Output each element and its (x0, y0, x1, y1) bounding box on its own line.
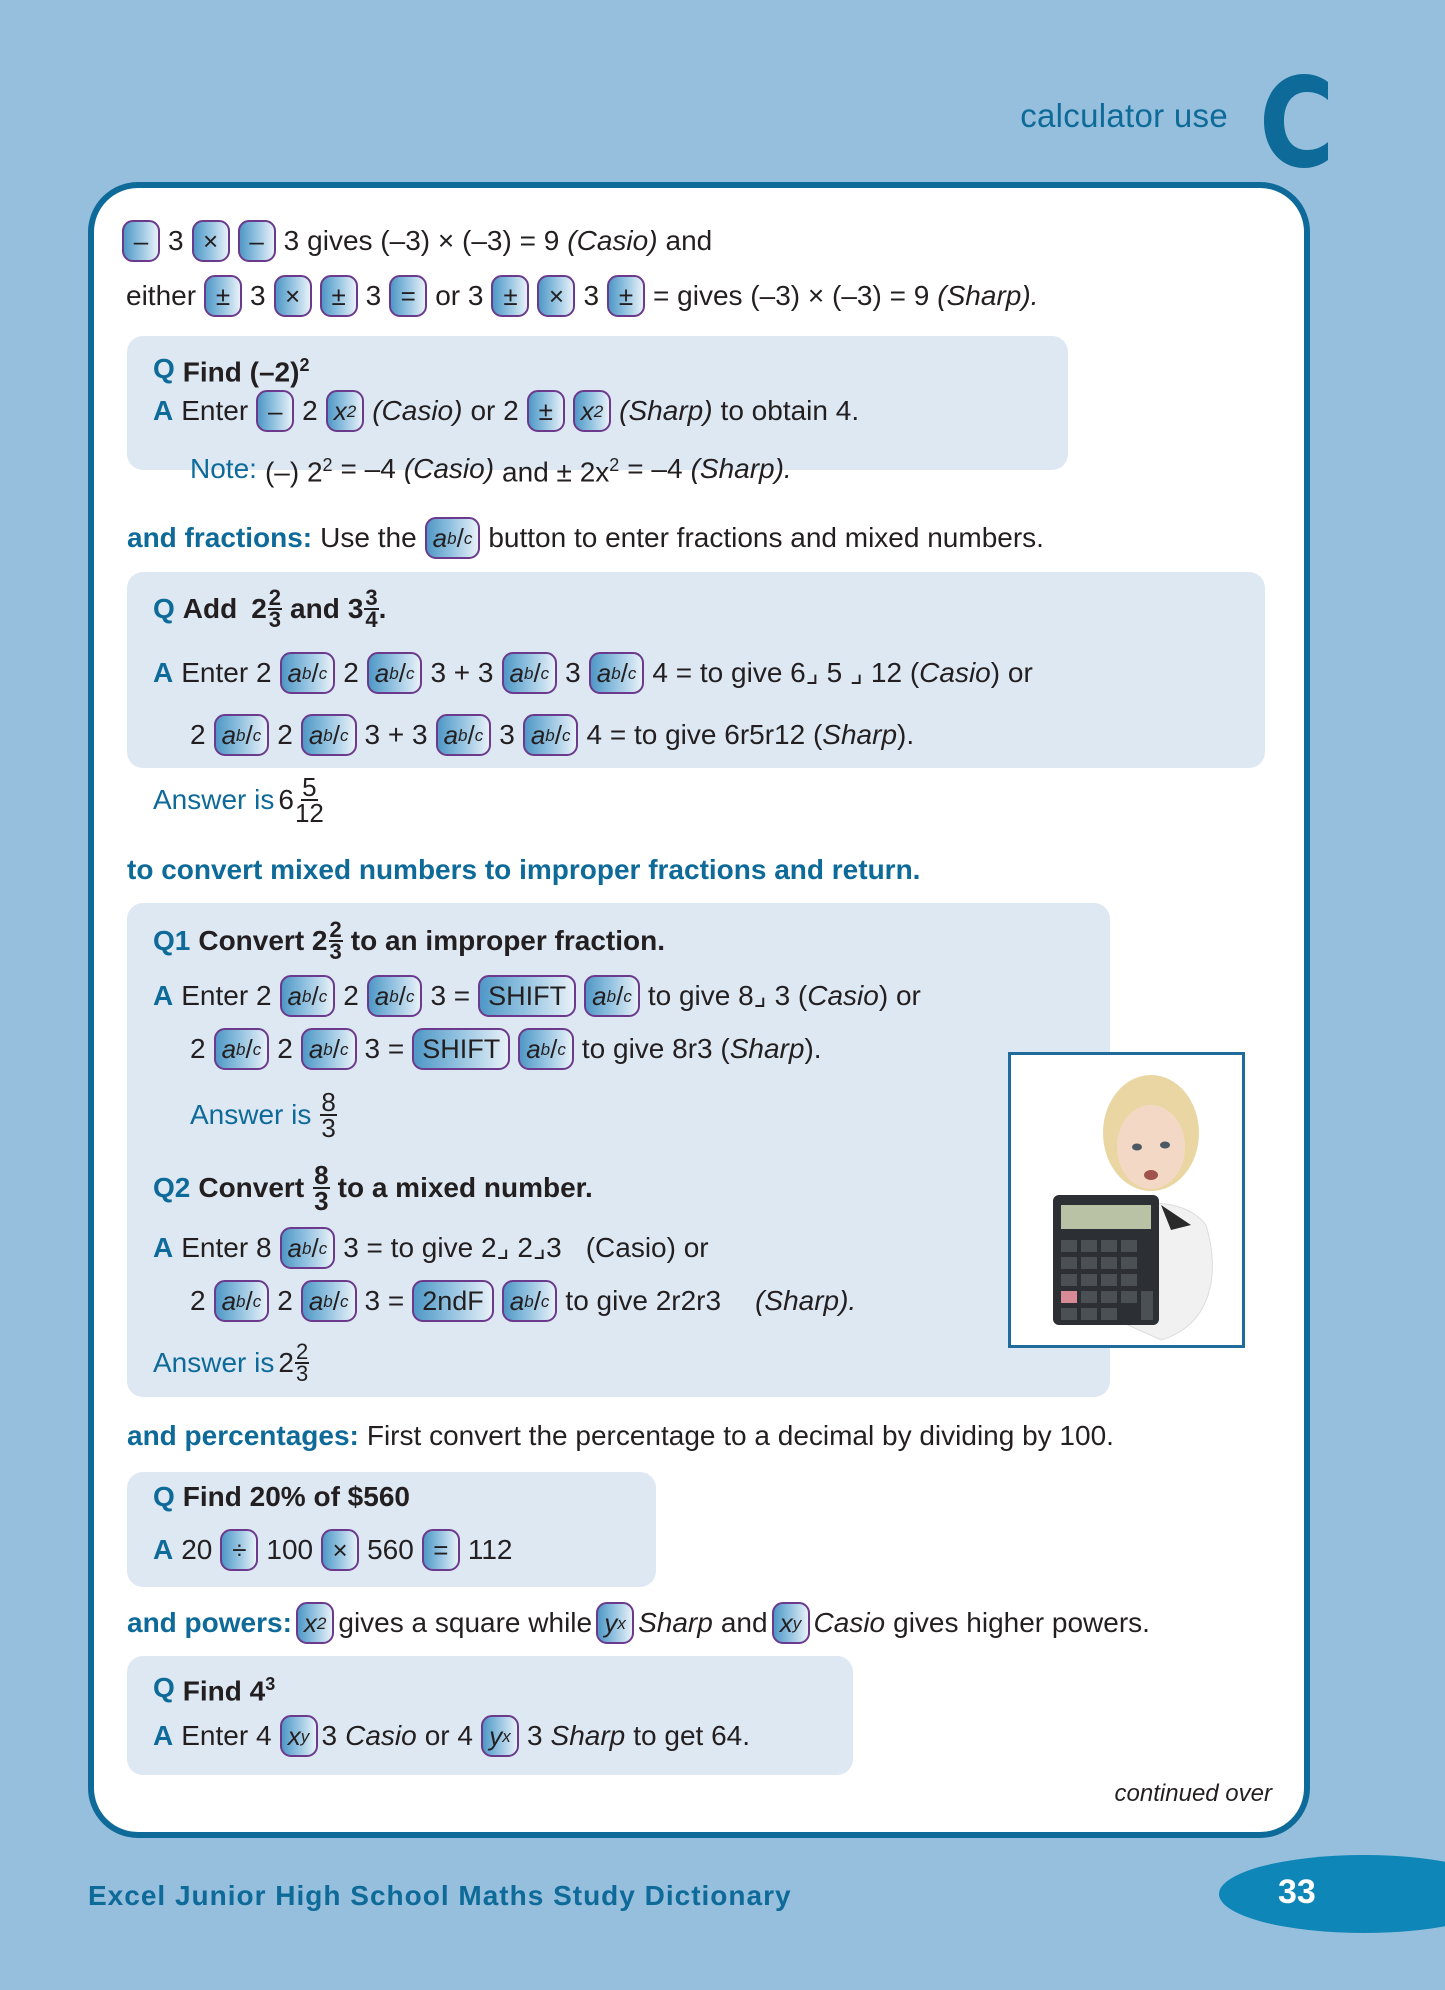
body-text: gives higher powers. (893, 1607, 1150, 1638)
fraction-key: a b / c (518, 1028, 574, 1070)
answer-text: 3 = to give 2⌟ 2⌟3 (343, 1232, 562, 1263)
section-heading: and fractions: (127, 522, 313, 553)
divide-key: ÷ (220, 1529, 258, 1571)
intro-text: or 3 (435, 280, 484, 311)
equals-key: = (389, 275, 427, 317)
x-squared-key: x 2 (296, 1602, 334, 1644)
question-convert-1 (153, 917, 673, 964)
plus-minus-key: ± (527, 390, 565, 432)
answer-text: to get 64. (633, 1720, 750, 1751)
fraction-key: a b / c (214, 714, 270, 756)
a-label: A (153, 1232, 174, 1263)
fraction-key: a b / c (584, 975, 640, 1017)
answer-text: Enter 8 (181, 1232, 272, 1263)
question-powers (153, 1664, 283, 1711)
brand-casio: Casio (345, 1720, 417, 1751)
answer-convert-2b (190, 1280, 864, 1322)
question-convert-2 (153, 1160, 601, 1216)
number: 112 (467, 1534, 513, 1565)
note-text: = –4 (340, 452, 396, 484)
intro-text: and (665, 225, 713, 256)
multiply-key: × (192, 220, 230, 262)
note-text: (–) $2^2$ (264, 455, 333, 488)
number: 3 (565, 657, 581, 688)
number: 2 (277, 1033, 293, 1064)
second-function-key: 2ndF (412, 1280, 494, 1322)
body-text: First convert the percentage to a decimal by dividing by 100. (366, 1420, 1114, 1451)
mixed-number: 6 $\frac{5}{12}$ (278, 772, 324, 828)
fraction: $\frac{8}{3}$ (314, 1160, 329, 1216)
intro-line-2 (126, 275, 1046, 317)
fraction-key: a b / c (214, 1028, 270, 1070)
section-heading: and percentages: (127, 1420, 359, 1451)
intro-line-1 (122, 220, 720, 262)
equals-key: = (422, 1529, 460, 1571)
question-text: and (290, 593, 340, 624)
question-text: to an improper fraction. (350, 925, 666, 956)
girl-with-calculator-image (1011, 1055, 1242, 1345)
intro-text: gives (–3) × (–3) = 9 (307, 225, 560, 256)
section-letter-c (1262, 72, 1332, 170)
plus-minus-key: ± (204, 275, 242, 317)
answer-label: Answer is (190, 1099, 312, 1130)
answer-text: 3 + 3 (430, 657, 494, 688)
mixed-number: 2 $\frac{2}{3}$ (278, 1339, 309, 1386)
q-label: Q (153, 1481, 175, 1512)
fraction-key: a b / c (367, 975, 423, 1017)
brand-sharp: (Sharp). (690, 452, 792, 484)
question-text: Find $4^3$ (182, 1674, 276, 1707)
number: 3 (526, 1720, 543, 1751)
question-text: Find 20% of $560 (182, 1481, 410, 1512)
number: 2 (343, 980, 359, 1011)
section-heading: and powers: (127, 1607, 292, 1638)
answer-text: 3 + 3 (364, 719, 428, 750)
note-square (190, 445, 800, 492)
brand-sharp: (Sharp) (619, 395, 713, 426)
answer-text: to give 2r2r3 (565, 1285, 722, 1316)
number: 3 (321, 1720, 338, 1751)
fraction-key: a b / c (280, 652, 336, 694)
body-text: Use the (320, 522, 417, 553)
mixed-number: 3 $\frac{3}{4}$ . (347, 585, 387, 632)
answer-text: or 4 (424, 1720, 473, 1751)
y-power-x-key: y x (481, 1715, 519, 1757)
fractions-heading-line (127, 517, 1052, 559)
question-square (153, 345, 317, 392)
answer-text: (Casio) or (585, 1232, 709, 1263)
answer-result-convert-1 (190, 1087, 345, 1143)
number: 2 (190, 1285, 206, 1316)
answer-label: Answer is (153, 1347, 275, 1378)
answer-text: 3 = (364, 1285, 405, 1316)
number: 2 (277, 1285, 293, 1316)
x-squared-key: x 2 (573, 390, 611, 432)
number: 3 (168, 225, 184, 256)
plus-minus-key: ± (607, 275, 645, 317)
question-text: to a mixed number. (337, 1172, 593, 1203)
q-label: Q (153, 593, 175, 624)
fraction-key: a b / c (589, 652, 645, 694)
percentages-heading-line (127, 1416, 1122, 1456)
answer-fractions-1 (153, 652, 1041, 694)
answer-text: 3 = (430, 980, 471, 1011)
fraction-key: a b / c (523, 714, 579, 756)
answer-text: to give 8r3 (Sharp). (581, 1033, 822, 1064)
brand-casio: Casio (813, 1607, 886, 1638)
q-label: Q1 (153, 925, 191, 956)
fraction-key: a b / c (214, 1280, 270, 1322)
calculator-photo (1008, 1052, 1245, 1348)
fraction-key: a b / c (301, 1280, 357, 1322)
question-text: Find $(-2)^2$ (182, 355, 310, 388)
intro-text: = gives (–3) × (–3) = 9 (653, 280, 930, 311)
convert-heading-line (127, 850, 928, 890)
mixed-number: 2 $\frac{2}{3}$ (251, 585, 282, 632)
fraction-key: a b / c (367, 652, 423, 694)
question-text: Convert 2 $\frac{2}{3}$ (198, 917, 342, 964)
answer-percentages (153, 1529, 520, 1571)
answer-convert-1a (153, 975, 929, 1017)
continued-over-note: continued over (1114, 1780, 1272, 1807)
book-title: Excel Junior High School Maths Study Dictionary (88, 1880, 792, 1911)
section-title: calculator use (1020, 97, 1228, 134)
brand-sharp: (Sharp). (937, 280, 1039, 311)
fraction-key: a b / c (436, 714, 492, 756)
intro-text: either (126, 280, 197, 311)
fraction: $\frac{8}{3}$ (321, 1087, 336, 1143)
note-label: Note: (190, 452, 257, 484)
a-label: A (153, 395, 174, 426)
answer-text: Enter 2 (181, 657, 272, 688)
answer-result-fractions (153, 772, 332, 828)
q-label: Q (153, 352, 175, 384)
number: 560 (367, 1534, 414, 1565)
q-label: Q (153, 1671, 175, 1703)
brand-casio: (Casio) (567, 225, 658, 256)
number: 20 (181, 1534, 213, 1565)
number: 2 (277, 719, 293, 750)
number: 2 (343, 657, 359, 688)
a-label: A (153, 1534, 174, 1565)
body-text: and (720, 1607, 768, 1638)
fraction-key: a b / c (301, 714, 357, 756)
a-label: A (153, 657, 174, 688)
negative-key: – (256, 390, 294, 432)
answer-text: Enter 4 (181, 1720, 272, 1751)
answer-powers (153, 1715, 758, 1757)
brand-casio: (Casio) (372, 395, 463, 426)
number: 3 (365, 280, 382, 311)
multiply-key: × (321, 1529, 359, 1571)
brand-sharp: (Sharp). (755, 1285, 857, 1316)
answer-convert-2a (153, 1227, 717, 1269)
brand-sharp: Sharp (550, 1720, 626, 1751)
number: 3 (583, 280, 600, 311)
fraction-key: a b / c (425, 517, 481, 559)
x-squared-key: x 2 (326, 390, 364, 432)
plus-minus-key: ± (320, 275, 358, 317)
shift-key: SHIFT (412, 1028, 510, 1070)
body-text: button to enter fractions and mixed numbers. (488, 522, 1044, 553)
number: 100 (266, 1534, 314, 1565)
negative-key: – (122, 220, 160, 262)
answer-convert-1b (190, 1028, 830, 1070)
body-text: gives a square while (338, 1607, 593, 1638)
question-text: Add (182, 593, 238, 624)
x-power-y-key: x y (772, 1602, 810, 1644)
answer-text: to obtain 4. (720, 395, 860, 426)
negative-key: – (238, 220, 276, 262)
answer-text: 4 = to give 6⌟ 5 ⌟ 12 (Casio) or (652, 657, 1033, 688)
plus-minus-key: ± (491, 275, 529, 317)
shift-key: SHIFT (478, 975, 576, 1017)
multiply-key: × (274, 275, 312, 317)
answer-square (153, 390, 867, 432)
section-heading: to convert mixed numbers to improper fractions and return. (127, 854, 921, 885)
fraction-key: a b / c (502, 652, 558, 694)
answer-result-convert-2 (153, 1339, 317, 1386)
fraction-key: a b / c (280, 975, 336, 1017)
fraction-key: a b / c (280, 1227, 336, 1269)
a-label: A (153, 980, 174, 1011)
number: 2 (190, 1033, 206, 1064)
answer-text: 4 = to give 6r5r12 (Sharp). (586, 719, 915, 750)
q-label: Q2 (153, 1172, 191, 1203)
question-percentages (153, 1477, 418, 1517)
brand-casio: (Casio) (403, 452, 495, 484)
page-number: 33 (1278, 1873, 1316, 1911)
number: 3 (250, 280, 266, 311)
answer-text: 3 = (364, 1033, 405, 1064)
question-text: Convert (198, 1172, 305, 1203)
answer-text: Enter (181, 395, 249, 426)
number: 3 (499, 719, 515, 750)
powers-heading-line (127, 1602, 1158, 1644)
number: 2 (190, 719, 206, 750)
note-text: and ± $2x^2$ (502, 455, 620, 488)
answer-text: or 2 (470, 395, 519, 426)
fraction-key: a b / c (301, 1028, 357, 1070)
answer-text: to give 8⌟ 3 (Casio) or (647, 980, 921, 1011)
number: 3 (283, 225, 300, 256)
brand-sharp: Sharp (638, 1607, 713, 1638)
y-power-x-key: y x (596, 1602, 634, 1644)
page-number-oval (1219, 1855, 1445, 1933)
a-label: A (153, 1720, 174, 1751)
multiply-key: × (537, 275, 575, 317)
note-text: = –4 (627, 452, 683, 484)
number: 2 (302, 395, 318, 426)
answer-fractions-2 (190, 714, 922, 756)
fraction-key: a b / c (502, 1280, 558, 1322)
x-power-y-key: x y (280, 1715, 318, 1757)
answer-label: Answer is (153, 784, 275, 815)
question-fractions (153, 585, 394, 632)
answer-text: Enter 2 (181, 980, 272, 1011)
